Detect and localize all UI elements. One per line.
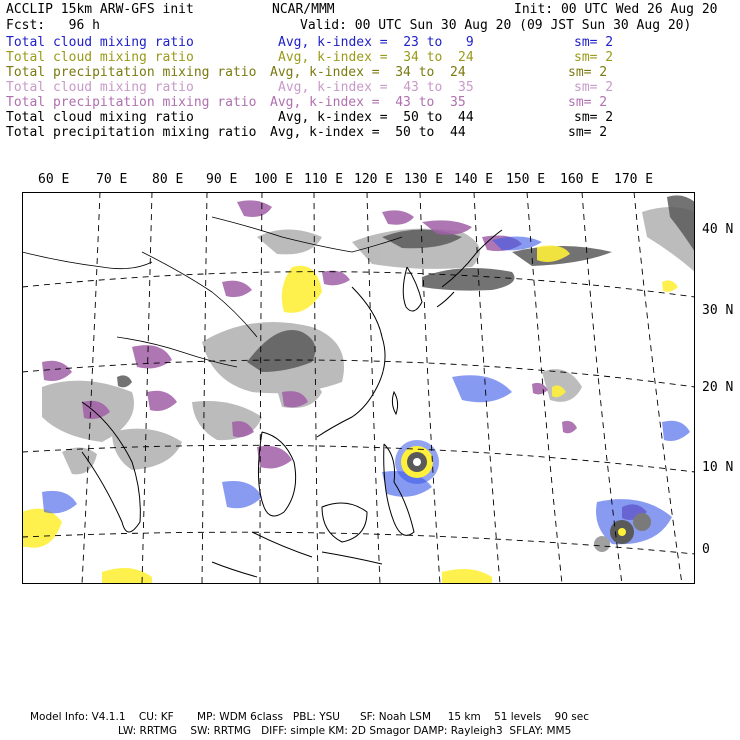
legend-row	[6, 95, 736, 110]
center-label: NCAR/MMM	[272, 2, 335, 17]
field-smoothing: sm= 2	[568, 95, 608, 110]
lon-label: 160 E	[560, 172, 600, 187]
lon-label: 110 E	[304, 172, 344, 187]
lon-label: 60 E	[38, 172, 70, 187]
field-name: Total cloud mixing ratio	[6, 80, 194, 95]
lat-label: 10 N	[702, 460, 734, 475]
forecast-hour: Fcst: 96 h	[6, 18, 100, 33]
lon-label: 170 E	[614, 172, 654, 187]
valid-time: Valid: 00 UTC Sun 30 Aug 20 (09 JST Sun 30 Aug 20)	[300, 18, 692, 33]
field-name: Total cloud mixing ratio	[6, 50, 194, 65]
field-smoothing: sm= 2	[574, 35, 614, 50]
field-name: Total precipitation mixing ratio	[6, 125, 257, 140]
lon-label: 100 E	[254, 172, 294, 187]
legend-row	[6, 80, 736, 95]
lon-label: 140 E	[454, 172, 494, 187]
legend-row	[6, 65, 736, 80]
legend-row	[6, 110, 736, 125]
legend-row	[6, 125, 736, 140]
lon-label: 120 E	[354, 172, 394, 187]
field-name: Total cloud mixing ratio	[6, 110, 194, 125]
field-name: Total precipitation mixing ratio	[6, 65, 257, 80]
init-time: Init: 00 UTC Wed 26 Aug 20	[514, 2, 718, 17]
field-name: Total cloud mixing ratio	[6, 35, 194, 50]
lon-label: 90 E	[206, 172, 238, 187]
field-range: Avg, k-index = 34 to 24	[270, 65, 466, 80]
field-smoothing: sm= 2	[574, 80, 614, 95]
model-info-line2: LW: RRTMG SW: RRTMG DIFF: simple KM: 2D Smagor DAMP: Rayleigh3 SFLAY: MM5	[118, 725, 572, 737]
field-smoothing: sm= 2	[574, 110, 614, 125]
lon-label: 130 E	[404, 172, 444, 187]
lat-label: 30 N	[702, 303, 734, 318]
lon-label: 150 E	[506, 172, 546, 187]
field-range: Avg, k-index = 43 to 35	[278, 80, 474, 95]
legend-row	[6, 50, 736, 65]
field-smoothing: sm= 2	[568, 65, 608, 80]
lat-label: 40 N	[702, 222, 734, 237]
field-range: Avg, k-index = 43 to 35	[270, 95, 466, 110]
forecast-map	[22, 192, 695, 584]
field-range: Avg, k-index = 34 to 24	[278, 50, 474, 65]
model-info-line1: Model Info: V4.1.1 CU: KF MP: WDM 6class PBL: YSU SF: Noah LSM 15 km 51 levels 90 sec	[30, 711, 589, 723]
lat-label: 20 N	[702, 380, 734, 395]
field-smoothing: sm= 2	[574, 50, 614, 65]
field-range: Avg, k-index = 50 to 44	[270, 125, 466, 140]
field-range: Avg, k-index = 23 to 9	[278, 35, 474, 50]
lon-label: 80 E	[152, 172, 184, 187]
lat-label: 0	[702, 542, 710, 557]
legend-row	[6, 35, 736, 50]
field-smoothing: sm= 2	[568, 125, 608, 140]
field-range: Avg, k-index = 50 to 44	[278, 110, 474, 125]
lon-label: 70 E	[96, 172, 128, 187]
model-title: ACCLIP 15km ARW-GFS init	[6, 2, 194, 17]
field-name: Total precipitation mixing ratio	[6, 95, 257, 110]
